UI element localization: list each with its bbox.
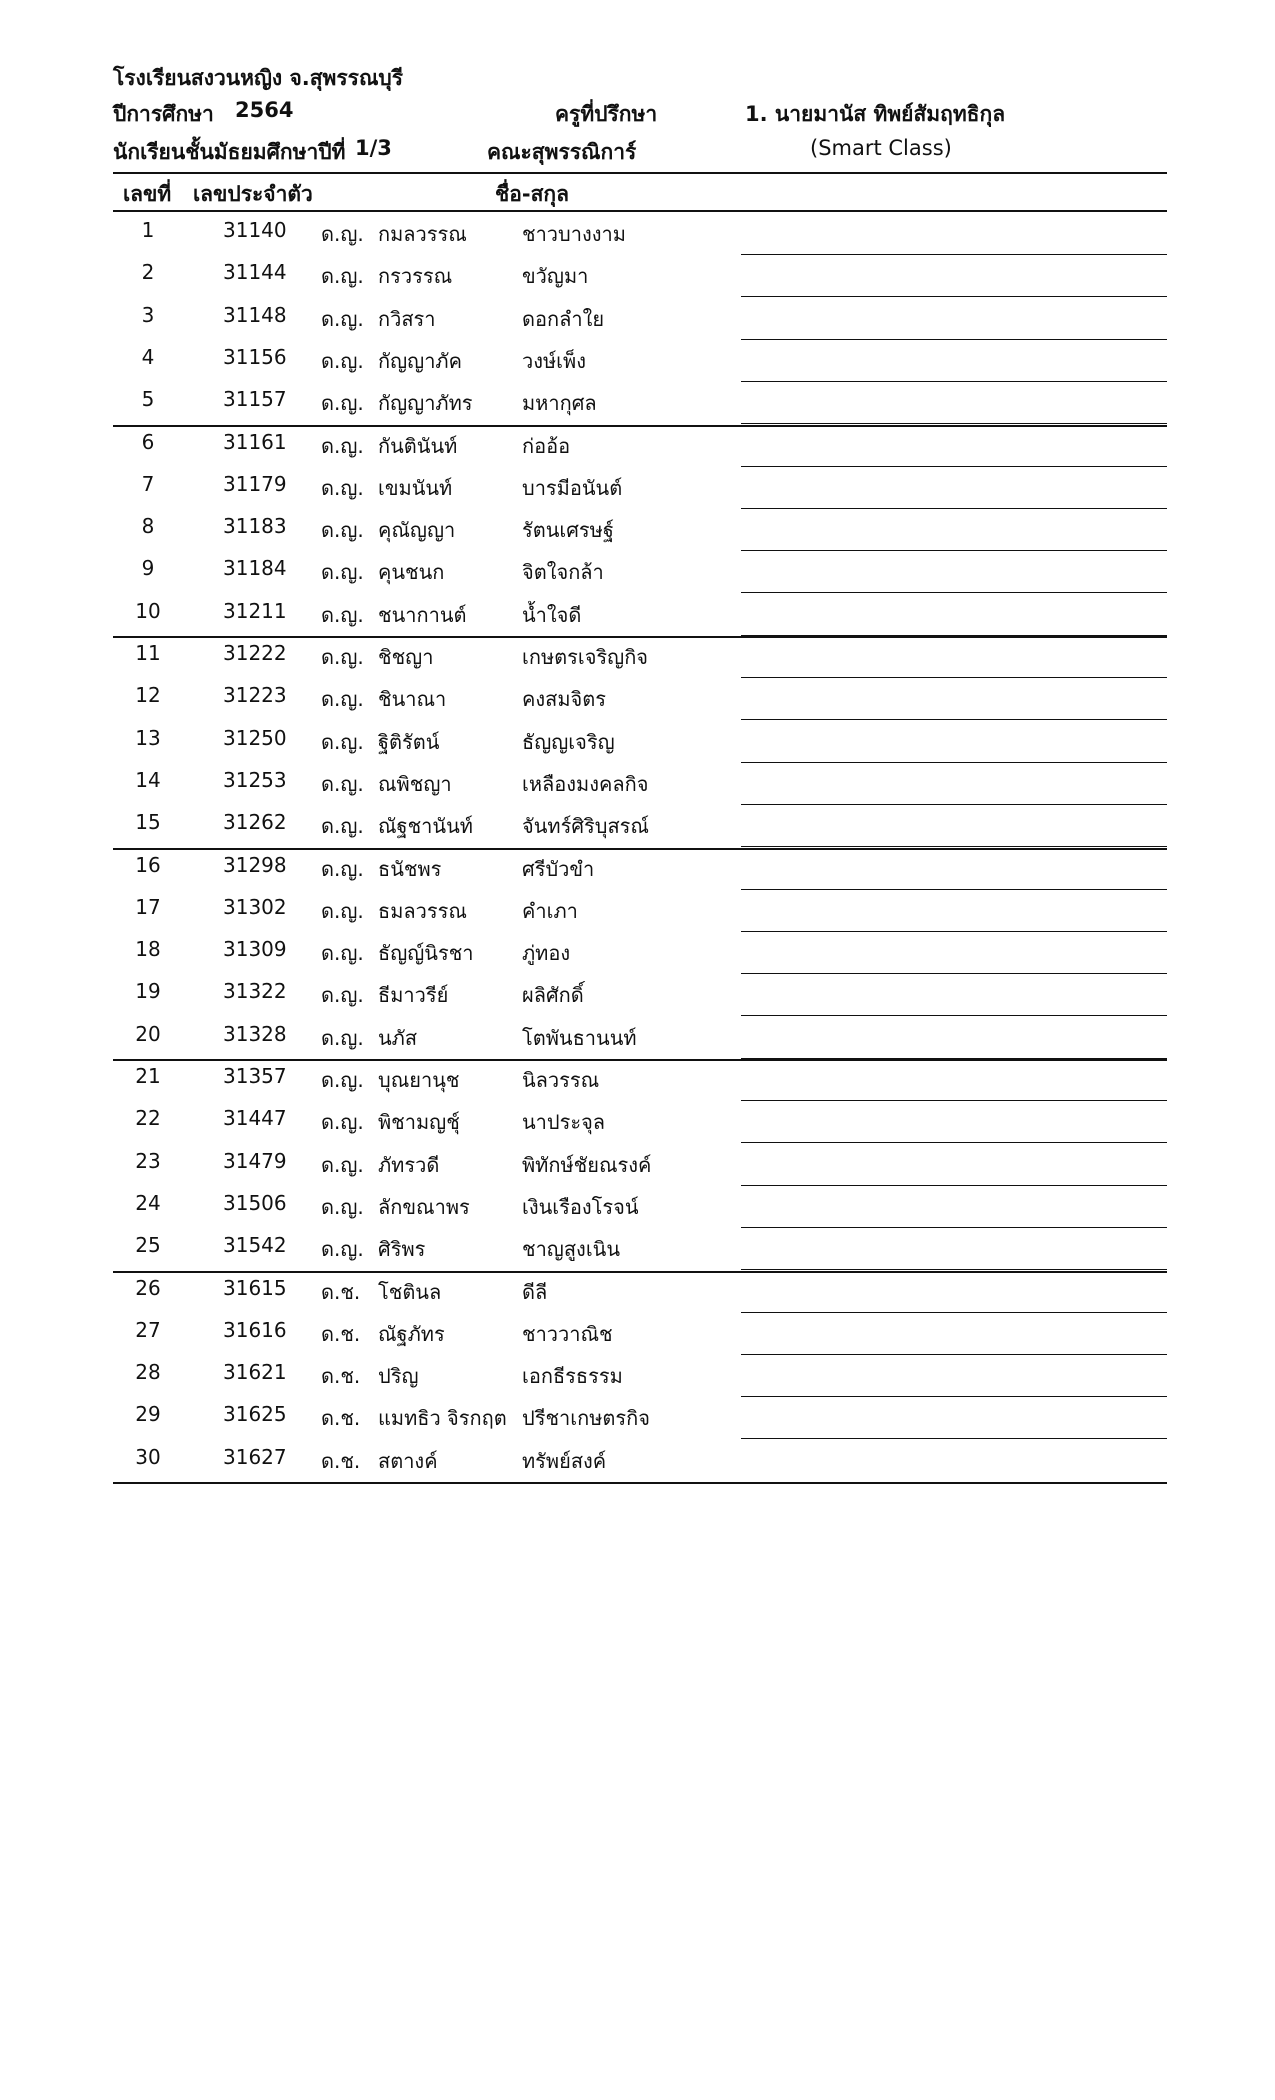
student-id: 31253 xyxy=(223,767,287,792)
row-number: 13 xyxy=(135,725,161,750)
table-row xyxy=(113,341,1167,383)
name-prefix: ด.ญ. xyxy=(321,1068,364,1092)
row-number: 16 xyxy=(135,852,161,877)
signature-line xyxy=(741,296,1167,297)
last-name: ทรัพย์สงค์ xyxy=(522,1448,607,1473)
first-name: กัญญาภัทร xyxy=(378,391,473,416)
signature-line xyxy=(741,508,1167,509)
row-number: 12 xyxy=(135,683,161,708)
first-name: ณัฐภัทร xyxy=(378,1321,445,1346)
first-name: ธัญญ์นิรชา xyxy=(378,941,474,966)
signature-line xyxy=(741,381,1167,382)
name-prefix: ด.ญ. xyxy=(321,856,364,881)
column-header-no: เลขที่ xyxy=(123,182,172,206)
student-id: 31144 xyxy=(223,260,287,285)
student-id: 31298 xyxy=(223,852,287,877)
last-name: เหลืองมงคลกิจ xyxy=(522,771,649,796)
row-number: 25 xyxy=(135,1233,161,1258)
student-id: 31179 xyxy=(223,471,287,496)
table-row xyxy=(113,1187,1167,1229)
first-name: กันตินันท์ xyxy=(378,433,458,458)
first-name: คุนชนก xyxy=(378,560,445,585)
first-name: ศิริพร xyxy=(378,1237,426,1262)
table-row xyxy=(113,214,1167,256)
signature-line xyxy=(741,1227,1167,1228)
student-id: 31157 xyxy=(223,387,287,412)
signature-line xyxy=(741,1185,1167,1186)
name-prefix: ด.ญ. xyxy=(321,306,364,331)
row-number: 27 xyxy=(135,1317,161,1342)
last-name: มหากุศล xyxy=(522,391,597,416)
name-prefix: ด.ญ. xyxy=(321,475,364,500)
table-row xyxy=(113,1272,1167,1314)
name-prefix: ด.ญ. xyxy=(321,1025,364,1050)
name-prefix: ด.ญ. xyxy=(321,222,364,246)
first-name: กวิสรา xyxy=(378,306,436,331)
row-number: 22 xyxy=(135,1106,161,1131)
table-row xyxy=(113,468,1167,510)
table-row xyxy=(113,722,1167,764)
table-row xyxy=(113,891,1167,933)
student-id: 31542 xyxy=(223,1233,287,1258)
table-row xyxy=(113,764,1167,806)
row-number: 24 xyxy=(135,1190,161,1215)
name-prefix: ด.ญ. xyxy=(321,391,364,416)
name-prefix: ด.ญ. xyxy=(321,1237,364,1262)
first-name: พิชามญชุ์ xyxy=(378,1110,460,1135)
year-label: ปีการศึกษา xyxy=(113,102,214,126)
first-name: ณัฐชานันท์ xyxy=(378,814,473,839)
first-name: ภัทรวดี xyxy=(378,1152,440,1177)
last-name: ปรีชาเกษตรกิจ xyxy=(522,1406,650,1431)
last-name: บารมีอนันต์ xyxy=(522,475,623,500)
student-id: 31357 xyxy=(223,1064,287,1088)
last-name: ชาวบางงาม xyxy=(522,222,626,246)
table-row xyxy=(113,510,1167,552)
signature-line xyxy=(741,1438,1167,1439)
first-name: ธีมาวรีย์ xyxy=(378,983,449,1008)
student-id: 31625 xyxy=(223,1402,287,1427)
row-number: 17 xyxy=(135,894,161,919)
row-number: 9 xyxy=(141,556,155,581)
student-id: 31223 xyxy=(223,683,287,708)
last-name: คำเภา xyxy=(522,898,578,923)
class-value: 1/3 xyxy=(355,136,392,160)
first-name: ชินาณา xyxy=(378,687,447,712)
first-name: ปริญ xyxy=(378,1364,419,1389)
year-value: 2564 xyxy=(235,98,294,122)
advisor-name: 1. นายมานัส ทิพย์สัมฤทธิกุล xyxy=(745,102,1006,126)
row-number: 15 xyxy=(135,810,161,835)
name-prefix: ด.ญ. xyxy=(321,602,364,627)
table-row xyxy=(113,637,1167,679)
first-name: กัญญาภัค xyxy=(378,348,462,373)
student-id: 31148 xyxy=(223,302,287,327)
name-prefix: ด.ญ. xyxy=(321,729,364,754)
column-header-name: ชื่อ-สกุล xyxy=(495,182,569,206)
signature-line xyxy=(741,1100,1167,1101)
first-name: คุณัญญา xyxy=(378,518,456,543)
first-name: โชตินล xyxy=(378,1279,442,1304)
row-number: 14 xyxy=(135,767,161,792)
last-name: นิลวรรณ xyxy=(522,1068,600,1092)
table-top-rule xyxy=(113,172,1167,174)
name-prefix: ด.ญ. xyxy=(321,687,364,712)
table-row xyxy=(113,1060,1167,1102)
last-name: เงินเรืองโรจน์ xyxy=(522,1194,639,1219)
student-id: 31140 xyxy=(223,218,287,242)
table-row xyxy=(113,595,1167,637)
last-name: ชาญสูงเนิน xyxy=(522,1237,620,1262)
first-name: เขมนันท์ xyxy=(378,475,453,500)
row-number: 18 xyxy=(135,937,161,962)
signature-line xyxy=(741,762,1167,763)
student-id: 31211 xyxy=(223,598,287,623)
row-number: 2 xyxy=(141,260,155,285)
name-prefix: ด.ช. xyxy=(321,1448,361,1473)
first-name: กรวรรณ xyxy=(378,264,453,289)
school-name: โรงเรียนสงวนหญิง จ.สุพรรณบุรี xyxy=(113,66,404,90)
table-row xyxy=(113,1145,1167,1187)
name-prefix: ด.ช. xyxy=(321,1364,361,1389)
name-prefix: ด.ญ. xyxy=(321,1110,364,1135)
last-name: นาประจุล xyxy=(522,1110,606,1135)
first-name: สตางค์ xyxy=(378,1448,438,1473)
row-number: 7 xyxy=(141,471,155,496)
row-number: 26 xyxy=(135,1275,161,1300)
first-name: ฐิติรัตน์ xyxy=(378,729,440,754)
student-id: 31184 xyxy=(223,556,287,581)
student-id: 31627 xyxy=(223,1444,287,1469)
last-name: ดอกลำใย xyxy=(522,306,605,331)
table-row xyxy=(113,679,1167,721)
name-prefix: ด.ญ. xyxy=(321,645,364,669)
name-prefix: ด.ญ. xyxy=(321,941,364,966)
signature-line xyxy=(741,1354,1167,1355)
name-prefix: ด.ญ. xyxy=(321,1194,364,1219)
last-name: จันทร์ศิริบุสรณ์ xyxy=(522,814,649,839)
name-prefix: ด.ญ. xyxy=(321,264,364,289)
row-number: 10 xyxy=(135,598,161,623)
table-row xyxy=(113,806,1167,848)
student-id: 31447 xyxy=(223,1106,287,1131)
row-number: 3 xyxy=(141,302,155,327)
name-prefix: ด.ญ. xyxy=(321,983,364,1008)
signature-line xyxy=(741,1312,1167,1313)
last-name: ผลิศักดิ์ xyxy=(522,983,584,1008)
row-number: 4 xyxy=(141,344,155,369)
table-row xyxy=(113,1102,1167,1144)
signature-line xyxy=(741,931,1167,932)
last-name: ชาววาณิช xyxy=(522,1321,613,1346)
signature-line xyxy=(741,973,1167,974)
program-name: (Smart Class) xyxy=(810,136,952,160)
name-prefix: ด.ญ. xyxy=(321,560,364,585)
student-id: 31322 xyxy=(223,979,287,1004)
table-row xyxy=(113,849,1167,891)
table-row xyxy=(113,1314,1167,1356)
class-label: นักเรียนชั้นมัธยมศึกษาปีที่ xyxy=(113,140,346,164)
signature-line xyxy=(741,677,1167,678)
first-name: บุณยานุช xyxy=(378,1068,460,1092)
name-prefix: ด.ญ. xyxy=(321,771,364,796)
student-id: 31183 xyxy=(223,514,287,539)
first-name: แมทธิว จิรกฤต xyxy=(378,1406,507,1431)
signature-line xyxy=(741,1396,1167,1397)
name-prefix: ด.ญ. xyxy=(321,348,364,373)
last-name: เกษตรเจริญกิจ xyxy=(522,645,649,669)
student-id: 31302 xyxy=(223,894,287,919)
table-row xyxy=(113,1356,1167,1398)
signature-line xyxy=(741,719,1167,720)
student-id: 31616 xyxy=(223,1317,287,1342)
signature-line xyxy=(741,550,1167,551)
first-name: ชิชญา xyxy=(378,645,434,669)
name-prefix: ด.ญ. xyxy=(321,433,364,458)
last-name: พิทักษ์ชัยณรงค์ xyxy=(522,1152,652,1177)
name-prefix: ด.ช. xyxy=(321,1321,361,1346)
name-prefix: ด.ช. xyxy=(321,1406,361,1431)
name-prefix: ด.ช. xyxy=(321,1279,361,1304)
row-number: 23 xyxy=(135,1148,161,1173)
last-name: เอกธีรธรรม xyxy=(522,1364,623,1389)
name-prefix: ด.ญ. xyxy=(321,1152,364,1177)
table-bottom-rule xyxy=(113,1482,1167,1484)
first-name: ลักขณาพร xyxy=(378,1194,470,1219)
row-number: 21 xyxy=(135,1064,161,1088)
row-number: 11 xyxy=(135,641,161,665)
table-row xyxy=(113,1229,1167,1271)
table-row xyxy=(113,1018,1167,1060)
student-id: 31506 xyxy=(223,1190,287,1215)
faculty-name: คณะสุพรรณิการ์ xyxy=(487,140,637,164)
row-number: 5 xyxy=(141,387,155,412)
last-name: ธัญญเจริญ xyxy=(522,729,615,754)
signature-line xyxy=(741,466,1167,467)
signature-line xyxy=(741,254,1167,255)
row-number: 29 xyxy=(135,1402,161,1427)
student-id: 31621 xyxy=(223,1360,287,1385)
table-row xyxy=(113,1398,1167,1440)
first-name: ชนากานต์ xyxy=(378,602,467,627)
table-row xyxy=(113,552,1167,594)
student-id: 31309 xyxy=(223,937,287,962)
signature-line xyxy=(741,1015,1167,1016)
table-row xyxy=(113,426,1167,468)
student-id: 31156 xyxy=(223,344,287,369)
table-row xyxy=(113,1441,1167,1483)
student-id: 31615 xyxy=(223,1275,287,1300)
first-name: ธมลวรรณ xyxy=(378,898,467,923)
student-id: 31262 xyxy=(223,810,287,835)
name-prefix: ด.ญ. xyxy=(321,898,364,923)
first-name: นภัส xyxy=(378,1025,418,1050)
row-number: 8 xyxy=(141,514,155,539)
first-name: ธนัชพร xyxy=(378,856,442,881)
row-number: 1 xyxy=(141,218,155,242)
table-row xyxy=(113,383,1167,425)
table-row xyxy=(113,933,1167,975)
advisor-label: ครูที่ปรึกษา xyxy=(555,102,658,126)
first-name: กมลวรรณ xyxy=(378,222,467,246)
student-id: 31479 xyxy=(223,1148,287,1173)
column-header-id: เลขประจำตัว xyxy=(193,182,313,206)
last-name: ดีลี xyxy=(522,1279,548,1304)
row-number: 6 xyxy=(141,429,155,454)
signature-line xyxy=(741,1142,1167,1143)
last-name: คงสมจิตร xyxy=(522,687,606,712)
row-number: 30 xyxy=(135,1444,161,1469)
last-name: ภู่ทอง xyxy=(522,941,571,966)
last-name: โตพันธานนท์ xyxy=(522,1025,637,1050)
row-number: 28 xyxy=(135,1360,161,1385)
student-id: 31161 xyxy=(223,429,287,454)
last-name: น้ำใจดี xyxy=(522,602,582,627)
first-name: ณพิชญา xyxy=(378,771,452,796)
signature-line xyxy=(741,889,1167,890)
signature-line xyxy=(741,804,1167,805)
last-name: ก่ออ้อ xyxy=(522,433,571,458)
last-name: ศรีบัวขำ xyxy=(522,856,595,881)
last-name: จิตใจกล้า xyxy=(522,560,604,585)
student-id: 31250 xyxy=(223,725,287,750)
row-number: 19 xyxy=(135,979,161,1004)
table-row xyxy=(113,975,1167,1017)
student-id: 31328 xyxy=(223,1021,287,1046)
row-number: 20 xyxy=(135,1021,161,1046)
last-name: วงษ์เพ็ง xyxy=(522,348,586,373)
table-row xyxy=(113,256,1167,298)
signature-line xyxy=(741,592,1167,593)
table-row xyxy=(113,299,1167,341)
header-bottom-rule xyxy=(113,210,1167,212)
name-prefix: ด.ญ. xyxy=(321,814,364,839)
last-name: รัตนเศรษฐ์ xyxy=(522,518,614,543)
last-name: ขวัญมา xyxy=(522,264,589,289)
name-prefix: ด.ญ. xyxy=(321,518,364,543)
signature-line xyxy=(741,339,1167,340)
student-id: 31222 xyxy=(223,641,287,665)
